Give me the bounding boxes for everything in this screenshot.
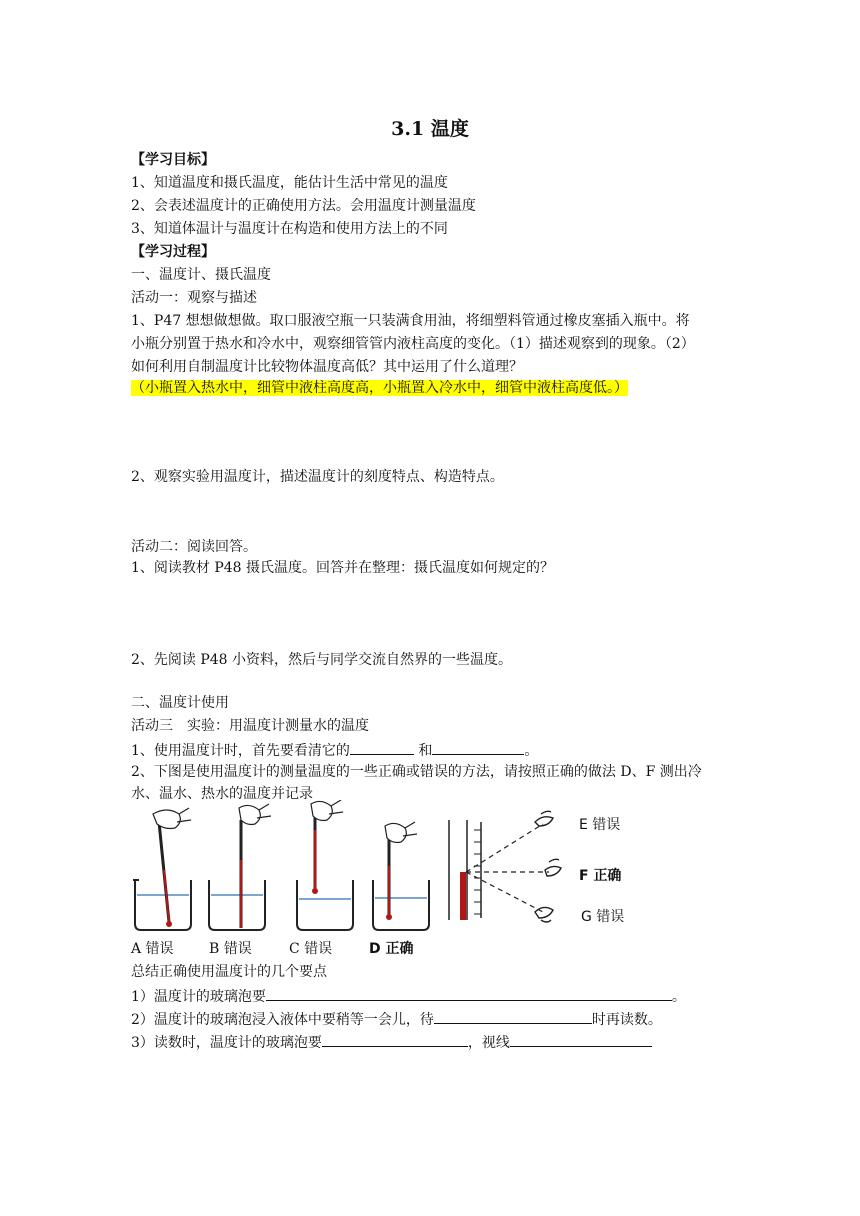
- summary-point-1-text: 1）温度计的玻璃泡要: [131, 989, 266, 1005]
- activity-1-heading: 活动一：观察与描述: [131, 290, 257, 306]
- reading-angle-diagram: [449, 811, 561, 922]
- question-1-line-2: 小瓶分别置于热水和冷水中，观察细管管内液柱高度的变化。（1）描述观察到的现象。（2）: [131, 336, 695, 352]
- answer-blank[interactable]: [510, 1031, 652, 1047]
- question-6-line-2: 水、温水、热水的温度并记录: [131, 786, 313, 802]
- label-f: F 正确: [579, 868, 622, 884]
- question-1-line-1: 1、P47 想想做想做。取口服液空瓶一只装满食用油，将细塑料管通过橡皮塞插入瓶中。将: [131, 313, 690, 329]
- activity-2-heading: 活动二：阅读回答。: [131, 539, 257, 555]
- question-5-end: 。: [524, 743, 539, 759]
- summary-point-1-end: 。: [671, 989, 686, 1005]
- label-c: C 错误: [289, 941, 333, 957]
- summary-point-3-text: 3）读数时，温度计的玻璃泡要: [131, 1035, 322, 1051]
- question-5: [131, 739, 538, 761]
- beaker-a: [133, 880, 191, 930]
- summary-point-1: [131, 985, 686, 1007]
- question-2: 2、观察实验用温度计，描述温度计的刻度特点、构造特点。: [131, 469, 504, 485]
- label-e: E 错误: [579, 817, 621, 833]
- summary-point-3-mid: ，视线: [467, 1035, 510, 1051]
- question-6-line-1: 2、下图是使用温度计的测量温度的一些正确或错误的方法，请按照正确的做法 D、F 测出冷: [131, 764, 702, 780]
- summary-point-3: [131, 1031, 652, 1053]
- goals-heading: 【学习目标】: [131, 152, 215, 168]
- answer-blank[interactable]: [350, 739, 414, 755]
- question-1-line-3: 如何利用自制温度计比较物体温度高低？其中运用了什么道理？: [131, 359, 523, 375]
- summary-point-2-text: 2）温度计的玻璃泡浸入液体中要稍等一会儿，待: [131, 1012, 434, 1028]
- page-title: 3.1 温度: [391, 118, 469, 140]
- thermometer-c: [311, 800, 343, 894]
- answer-1-text: （小瓶置入热水中，细管中液柱高度高，小瓶置入冷水中，细管中液柱高度低。）: [131, 380, 628, 396]
- answer-1-highlight: [131, 378, 628, 398]
- label-b: B 错误: [209, 941, 252, 957]
- answer-blank[interactable]: [432, 739, 524, 755]
- activity-3-heading: 活动三 实验：用温度计测量水的温度: [131, 718, 369, 734]
- goal-item-1: 1、知道温度和摄氏温度，能估计生活中常见的温度: [131, 175, 448, 191]
- summary-point-2: [131, 1008, 662, 1030]
- thermometer-a: [153, 808, 191, 927]
- question-5-mid: 和: [418, 743, 433, 759]
- beaker-c: [297, 880, 353, 930]
- process-heading: 【学习过程】: [131, 244, 215, 260]
- beaker-d: [373, 880, 429, 930]
- beaker-b: [209, 880, 265, 930]
- goal-item-2: 2、会表述温度计的正确使用方法。会用温度计测量温度: [131, 198, 476, 214]
- question-5-prefix: 1、使用温度计时，首先要看清它的: [131, 743, 350, 759]
- eye-icon: [535, 811, 553, 826]
- summary-heading: 总结正确使用温度计的几个要点: [131, 964, 327, 980]
- label-a: A 错误: [131, 941, 174, 957]
- thermometer-b: [239, 804, 271, 928]
- label-d: D 正确: [369, 941, 414, 957]
- eye-icon: [545, 859, 561, 876]
- eye-icon: [535, 907, 553, 922]
- summary-point-2-end: 时再读数。: [591, 1012, 662, 1028]
- answer-blank[interactable]: [322, 1031, 468, 1047]
- thermometer-usage-figure: [131, 800, 691, 940]
- thermometer-d: [385, 822, 417, 920]
- question-3: 1、阅读教材 P48 摄氏温度。回答并在整理：摄氏温度如何规定的？: [131, 560, 555, 576]
- section-1-heading: 一、温度计、摄氏温度: [131, 267, 271, 283]
- answer-blank[interactable]: [434, 1008, 592, 1024]
- section-2-heading: 二、温度计使用: [131, 695, 229, 711]
- goal-item-3: 3、知道体温计与温度计在构造和使用方法上的不同: [131, 221, 448, 237]
- label-g: G 错误: [581, 909, 625, 925]
- question-4: 2、先阅读 P48 小资料，然后与同学交流自然界的一些温度。: [131, 652, 513, 668]
- answer-blank[interactable]: [266, 985, 672, 1001]
